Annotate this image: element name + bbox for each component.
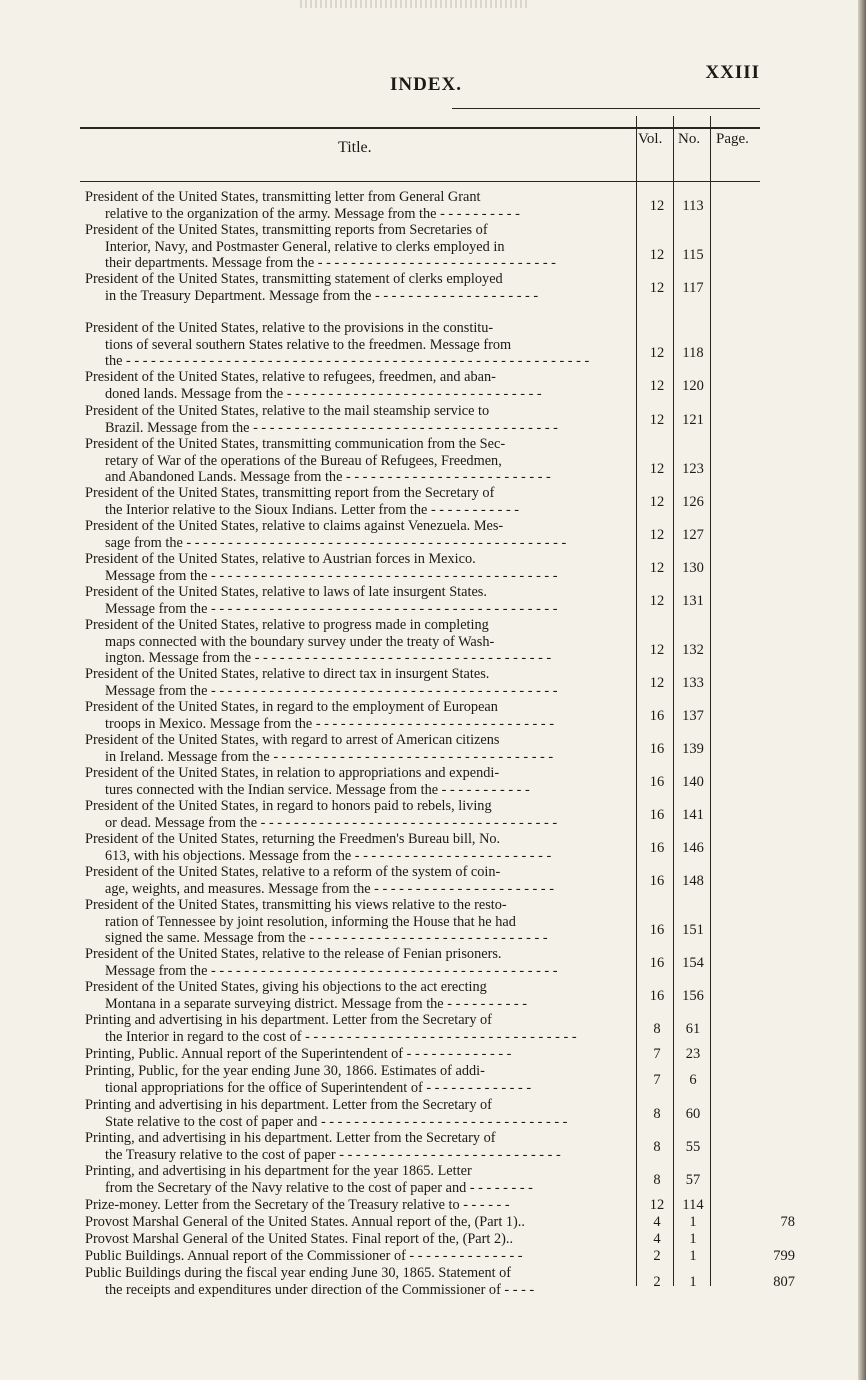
entry-vol: 16 [649,954,665,971]
entry-no: 117 [682,279,704,296]
entry-no: 120 [682,377,704,394]
entry-no: 23 [685,1046,701,1062]
entry-title-line: Interior, Navy, and Postmaster General, relative to clerks employed in [105,238,505,255]
entry-vol: 7 [653,1046,661,1062]
entry-vol: 16 [649,707,665,724]
entry-title-line: in the Treasury Department. Message from the - - - - - - - - - - - - - - - - - - - - [105,287,539,304]
entry-vol: 8 [653,1138,661,1155]
entry-vol: 12 [649,592,665,609]
entry-title-line: President of the United States, relative to refugees, freedmen, and aban- [85,369,496,385]
entry-title-line: in Ireland. Message from the - - - - - - - - - - - - - - - - - - - - - - - - - - - - - - - - - - [105,748,554,765]
entry-title-line: President of the United States, relative to laws of late insurgent States. [85,584,487,600]
entry-vol: 16 [649,987,665,1004]
entry-vol: 12 [649,526,665,543]
entry-title-line: or dead. Message from the - - - - - - - - - - - - - - - - - - - - - - - - - - - - - - - - - - - - [105,814,558,831]
entry-title-line: their departments. Message from the - - - - - - - - - - - - - - - - - - - - - - - - - - - - - [105,255,556,271]
entry-page: 78 [780,1214,795,1230]
entry-title-line: Printing, and advertising in his department. Letter from the Secretary of [85,1130,496,1146]
entry-no: 60 [685,1105,701,1122]
entry-title-line: Message from the - - - - - - - - - - - - - - - - - - - - - - - - - - - - - - - - - - - - - - - - - - [105,567,558,584]
page-title: INDEX. [390,74,462,95]
page-column-divider [710,116,711,1286]
column-header-title: Title. [338,139,372,156]
entry-page: 799 [773,1248,795,1264]
entry-title-line: President of the United States, transmitting his views relative to the resto- [85,897,507,913]
entry-no: 55 [685,1138,701,1155]
entry-title-line: President of the United States, transmitting statement of clerks employed [85,271,503,287]
entry-title-line: maps connected with the boundary survey under the treaty of Wash- [105,633,495,650]
entry-title-line: troops in Mexico. Message from the - - - - - - - - - - - - - - - - - - - - - - - - - - - - - [105,715,554,732]
entry-vol: 4 [653,1214,661,1230]
entry-vol: 16 [649,922,665,938]
entry-title-line: the Interior in regard to the cost of - - - - - - - - - - - - - - - - - - - - - - - - - - - - - - - - - [105,1028,577,1045]
column-header-page: Page. [716,131,749,147]
entry-no: 118 [682,345,704,361]
entry-title-line: sage from the - - - - - - - - - - - - - - - - - - - - - - - - - - - - - - - - - - - - - - - - - - - - - - [105,534,567,551]
entry-title-line: Montana in a separate surveying district. Message from the - - - - - - - - - - [105,995,528,1012]
entry-title-line: President of the United States, relative to claims against Venezuela. Mes- [85,518,504,534]
entry-title-line: President of the United States, transmitting letter from General Grant [85,189,481,205]
entry-no: 1 [689,1214,697,1230]
entry-no: 132 [682,642,704,658]
entry-title-line: retary of War of the operations of the Bureau of Refugees, Freedmen, [105,452,502,469]
entry-vol: 2 [653,1273,661,1290]
entry-title-line: President of the United States, in regard to honors paid to rebels, living [85,798,492,814]
entry-title-line: Provost Marshal General of the United States. Annual report of the, (Part 1).. [85,1214,525,1230]
entry-title-line: the Treasury relative to the cost of paper - - - - - - - - - - - - - - - - - - - - - - - - - - - [105,1146,561,1163]
entry-no: 154 [682,954,704,971]
entry-vol: 12 [649,493,665,510]
entry-title-line: ington. Message from the - - - - - - - - - - - - - - - - - - - - - - - - - - - - - - - - - - - - [105,650,552,666]
header-underline [452,108,760,109]
entry-vol: 12 [649,559,665,576]
entry-title-line: State relative to the cost of paper and - - - - - - - - - - - - - - - - - - - - - - - - - - - - - - [105,1113,568,1130]
entry-title-line: President of the United States, transmitting reports from Secretaries of [85,222,488,238]
entry-title-line: President of the United States, returning the Freedmen's Bureau bill, No. [85,831,501,847]
entry-title-line: President of the United States, relative to the release of Fenian prisoners. [85,946,502,962]
entry-vol: 8 [653,1171,661,1188]
entry-title-line: Message from the - - - - - - - - - - - - - - - - - - - - - - - - - - - - - - - - - - - - - - - - - - [105,600,558,617]
entry-no: 126 [682,493,704,510]
entry-no: 141 [682,806,704,823]
entry-title-line: ration of Tennessee by joint resolution, informing the House that he had [105,913,516,930]
entry-no: 61 [685,1020,701,1037]
entry-title-line: from the Secretary of the Navy relative to the cost of paper and - - - - - - - - [105,1179,533,1196]
entry-title-line: Message from the - - - - - - - - - - - - - - - - - - - - - - - - - - - - - - - - - - - - - - - - - - [105,682,558,699]
entry-no: 148 [682,872,704,889]
entry-title-line: President of the United States, relative to the provisions in the constitu- [85,320,494,336]
page-number: XXIII [705,62,760,83]
entry-title-line: Brazil. Message from the - - - - - - - - - - - - - - - - - - - - - - - - - - - - - - - - - - - - - [105,419,558,436]
entry-vol: 12 [649,247,665,263]
entry-title-line: Printing and advertising in his department. Letter from the Secretary of [85,1097,492,1113]
entry-no: 123 [682,461,704,477]
entry-title-line: tional appropriations for the office of Superintendent of - - - - - - - - - - - - - [105,1079,532,1096]
entry-vol: 2 [653,1248,661,1264]
entry-title-line: the receipts and expenditures under direction of the Commissioner of - - - - [105,1281,535,1298]
entry-title-line: Printing, Public, for the year ending June 30, 1866. Estimates of addi- [85,1063,485,1079]
entry-vol: 12 [649,345,665,361]
entry-vol: 12 [649,642,665,658]
entry-vol: 12 [649,279,665,296]
entry-title-line: Printing, Public. Annual report of the Superintendent of - - - - - - - - - - - - - [85,1046,512,1062]
entry-no: 131 [682,592,704,609]
entry-title-line: Message from the - - - - - - - - - - - - - - - - - - - - - - - - - - - - - - - - - - - - - - - - - - [105,962,558,979]
entry-title-line: President of the United States, with regard to arrest of American citizens [85,732,500,748]
entry-page: 807 [773,1273,795,1290]
entry-vol: 7 [653,1071,661,1088]
table-top-rule [80,127,760,129]
entry-no: 115 [682,247,704,263]
entry-title-line: President of the United States, relative to Austrian forces in Mexico. [85,551,476,567]
column-header-no: No. [678,131,701,147]
entry-title-line: the Interior relative to the Sioux Indians. Letter from the - - - - - - - - - - - [105,501,520,518]
entry-vol: 16 [649,773,665,790]
entry-title-line: President of the United States, relative to direct tax in insurgent States. [85,666,490,682]
entry-title-line: age, weights, and measures. Message from the - - - - - - - - - - - - - - - - - - - - - - [105,880,554,897]
entry-vol: 16 [649,806,665,823]
entry-vol: 16 [649,740,665,757]
entry-vol: 12 [649,674,665,691]
entry-title-line: 613, with his objections. Message from the - - - - - - - - - - - - - - - - - - - - - - - - [105,847,552,864]
entry-title-line: Public Buildings. Annual report of the Commissioner of - - - - - - - - - - - - - - [85,1248,523,1264]
entry-title-line: doned lands. Message from the - - - - - - - - - - - - - - - - - - - - - - - - - - - - - - - [105,385,542,402]
entry-no: 6 [689,1071,697,1088]
entry-vol: 12 [649,411,665,428]
column-header-vol: Vol. [638,131,663,147]
page-right-edge [858,0,866,1380]
entry-vol: 12 [649,461,665,477]
entry-title-line: and Abandoned Lands. Message from the - - - - - - - - - - - - - - - - - - - - - - - - - [105,469,551,485]
entry-no: 1 [689,1273,697,1290]
entry-title-line: President of the United States, giving his objections to the act erecting [85,979,487,995]
entry-vol: 8 [653,1020,661,1037]
entry-no: 146 [682,839,704,856]
entry-title-line: Provost Marshal General of the United States. Final report of the, (Part 2).. [85,1231,514,1247]
entry-title-line: tions of several southern States relative to the freedmen. Message from [105,336,512,353]
entry-no: 140 [682,773,704,790]
entry-no: 151 [682,922,704,938]
entry-no: 133 [682,674,704,691]
entry-vol: 12 [649,197,665,214]
entry-no: 114 [682,1197,704,1213]
entry-no: 121 [682,411,704,428]
entry-vol: 12 [649,1197,665,1213]
entry-title-line: Public Buildings during the fiscal year ending June 30, 1865. Statement of [85,1265,512,1281]
entry-title-line: Prize-money. Letter from the Secretary of the Treasury relative to - - - - - - [85,1197,510,1213]
entry-vol: 16 [649,872,665,889]
entry-no: 57 [685,1171,701,1188]
entry-no: 156 [682,987,704,1004]
entry-no: 127 [682,526,704,543]
entry-title-line: President of the United States, transmitting report from the Secretary of [85,485,495,501]
entry-title-line: President of the United States, transmitting communication from the Sec- [85,436,506,452]
entry-no: 130 [682,559,704,576]
entry-vol: 12 [649,377,665,394]
table-head-rule [80,181,760,182]
entry-title-line: tures connected with the Indian service. Message from the - - - - - - - - - - - [105,781,530,798]
entry-title-line: President of the United States, in relation to appropriations and expendi- [85,765,500,781]
entry-title-line: President of the United States, relative to the mail steamship service to [85,403,490,419]
entry-no: 137 [682,707,704,724]
entry-no: 113 [682,197,704,214]
entry-vol: 16 [649,839,665,856]
entry-title-line: President of the United States, relative to a reform of the system of coin- [85,864,501,880]
entry-title-line: the - - - - - - - - - - - - - - - - - - - - - - - - - - - - - - - - - - - - - - - - - - - - - - - - - - - - - - - - [105,353,590,369]
entry-no: 139 [682,740,704,757]
entry-no: 1 [689,1248,697,1264]
entry-no: 1 [689,1231,697,1247]
entry-title-line: relative to the organization of the army. Message from the - - - - - - - - - - [105,205,520,222]
entry-vol: 4 [653,1231,661,1247]
entry-title-line: signed the same. Message from the - - - - - - - - - - - - - - - - - - - - - - - - - - - - - [105,930,548,946]
entry-title-line: Printing, and advertising in his department for the year 1865. Letter [85,1163,472,1179]
entry-vol: 8 [653,1105,661,1122]
entry-title-line: President of the United States, in regard to the employment of European [85,699,498,715]
page-top-edge [300,0,530,8]
entry-title-line: Printing and advertising in his department. Letter from the Secretary of [85,1012,492,1028]
entry-title-line: President of the United States, relative to progress made in completing [85,617,489,633]
